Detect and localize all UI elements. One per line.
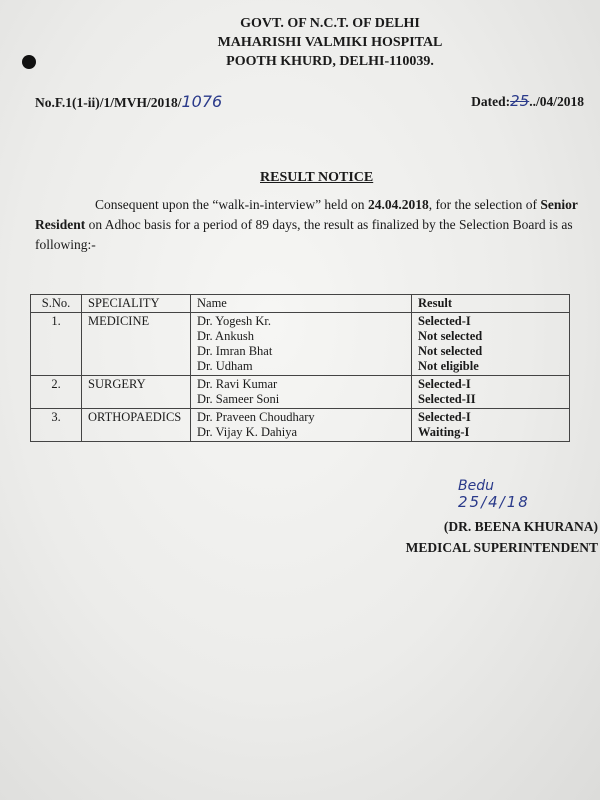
candidate-name: Dr. Sameer Soni <box>197 392 280 406</box>
row-sno: 3. <box>31 409 82 442</box>
candidate-result: Not eligible <box>418 359 479 373</box>
row-sno: 2. <box>31 376 82 409</box>
candidate-name: Dr. Vijay K. Dahiya <box>197 425 298 439</box>
row-results <box>412 409 570 442</box>
hospital-address: POOTH KHURD, DELHI-110039. <box>226 54 434 69</box>
table-row <box>31 313 570 376</box>
reference-handwritten-number: 1076 <box>181 92 223 111</box>
row-sno: 1. <box>31 313 82 376</box>
interview-date: 24.04.2018 <box>367 197 429 212</box>
table-row <box>31 376 570 409</box>
signatory-name: (DR. BEENA KHURANA) <box>443 519 598 534</box>
header-sno: S.No. <box>31 295 82 313</box>
header-speciality: SPECIALITY <box>82 295 191 313</box>
candidate-result: Selected-I <box>418 314 471 328</box>
row-speciality: ORTHOPAEDICS <box>82 409 191 442</box>
header-result: Result <box>412 295 570 313</box>
hospital-name: MAHARISHI VALMIKI HOSPITAL <box>217 35 443 50</box>
row-names <box>191 313 412 376</box>
row-names <box>191 409 412 442</box>
paragraph-part-2: , for the selection of <box>428 197 541 212</box>
row-names <box>191 376 412 409</box>
dated-rest: ../04/2018 <box>529 94 584 109</box>
row-speciality: SURGERY <box>82 376 191 409</box>
candidate-result: Waiting-I <box>418 425 470 439</box>
candidate-result: Selected-II <box>418 392 476 406</box>
signature-date: 25/4/18 <box>458 493 530 511</box>
candidate-result: Selected-I <box>418 377 471 391</box>
signatory-designation: MEDICAL SUPERINTENDENT <box>405 540 598 555</box>
table-row <box>31 409 570 442</box>
paragraph-part-1: Consequent upon the “walk-in-interview” held on <box>95 197 368 212</box>
table-header-row <box>31 295 570 313</box>
reference-prefix: No.F.1(1-ii)/1/MVH/2018/ <box>35 95 182 110</box>
candidate-name: Dr. Ankush <box>197 329 254 343</box>
govt-heading: GOVT. OF N.C.T. OF DELHI <box>240 16 420 31</box>
handwritten-signature <box>458 478 530 510</box>
dated-handwritten-day: 25 <box>510 92 530 110</box>
candidate-name: Dr. Imran Bhat <box>197 344 273 358</box>
dated-label: Dated: <box>471 94 511 109</box>
row-speciality: MEDICINE <box>82 313 191 376</box>
candidate-name: Dr. Praveen Choudhary <box>197 410 315 424</box>
candidate-name: Dr. Udham <box>197 359 253 373</box>
candidate-result: Not selected <box>418 329 483 343</box>
notice-paragraph <box>35 195 600 255</box>
signature-initials: Bedu <box>458 478 494 494</box>
candidate-name: Dr. Yogesh Kr. <box>197 314 271 328</box>
paragraph-part-3: on Adhoc basis for a period of 89 days, the result as finalized by the Selection Board is as following:- <box>35 217 573 252</box>
candidate-result: Selected-I <box>418 410 471 424</box>
results-table <box>30 294 570 442</box>
row-results <box>412 376 570 409</box>
header-name: Name <box>191 295 412 313</box>
notice-title: RESULT NOTICE <box>260 170 374 185</box>
post-name: Senior Resident <box>35 197 578 232</box>
row-results <box>412 313 570 376</box>
dated-line <box>471 92 584 110</box>
reference-number <box>35 92 222 111</box>
candidate-result: Not selected <box>418 344 483 358</box>
candidate-name: Dr. Ravi Kumar <box>197 377 278 391</box>
